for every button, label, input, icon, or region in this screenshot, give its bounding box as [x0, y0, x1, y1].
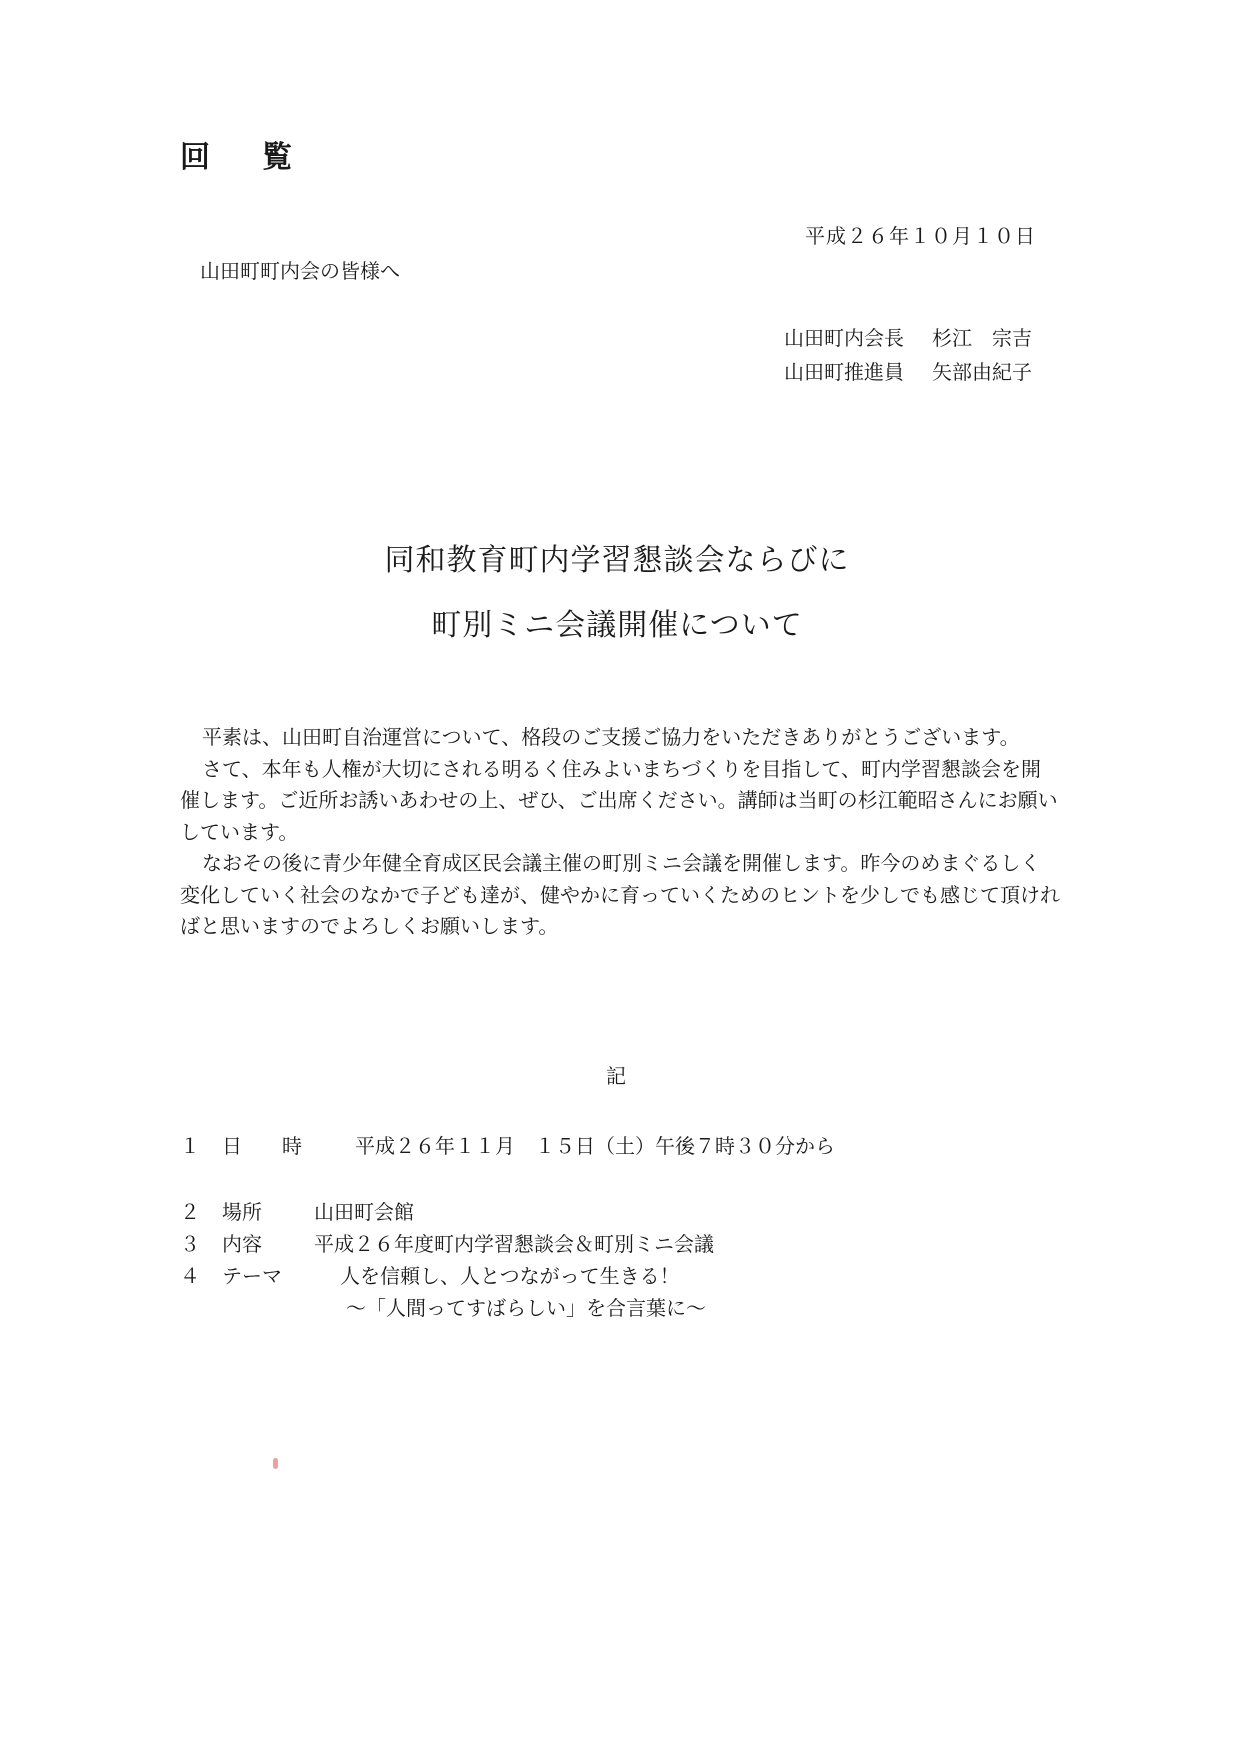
- item-number: ２: [180, 1200, 200, 1224]
- item-number: ４: [180, 1264, 200, 1288]
- title-line-2: 町別ミニ会議開催について: [431, 608, 803, 643]
- sender-role: 山田町内会長: [784, 326, 904, 350]
- item-number: ３: [180, 1232, 200, 1256]
- item-place: [180, 1196, 414, 1225]
- document-heading: 回覧: [180, 140, 344, 175]
- sender-promoter: [784, 356, 1032, 385]
- sender-name: 矢部由紀子: [932, 360, 1032, 384]
- body-paragraph: さて、本年も人権が大切にされる明るく住みよいまちづくりを目指して、町内学習懇談会を開催します。ご近所お誘いあわせの上、ぜひ、ご出席ください。講師は当町の杉江範昭さんにお願いしています。: [180, 756, 1058, 844]
- item-label: 場所: [222, 1200, 262, 1224]
- theme-subtitle: ～「人間ってすばらしい」を合言葉に～: [346, 1296, 706, 1320]
- body-paragraph: なおその後に青少年健全育成区民会議主催の町別ミニ会議を開催します。昨今のめまぐるしく変化していく社会のなかで子ども達が、健やかに育っていくためのヒントを少しでも感じて頂ければと思いますのでよろしくお願いします。: [180, 851, 1060, 938]
- item-number: １: [180, 1134, 200, 1158]
- item-value: 人を信頼し、人とつながって生きる！: [340, 1264, 680, 1288]
- body-text: [180, 722, 1060, 943]
- ki-heading: 記: [606, 1064, 626, 1088]
- addressee: 山田町町内会の皆様へ: [200, 259, 400, 283]
- item-content: [180, 1228, 714, 1257]
- item-datetime: [180, 1130, 835, 1159]
- ink-mark: [273, 1458, 278, 1469]
- title-line-1: 同和教育町内学習懇談会ならびに: [384, 543, 850, 578]
- sender-name: 杉江 宗吉: [932, 326, 1032, 350]
- item-value: 山田町会館: [314, 1200, 414, 1224]
- item-label: 内容: [222, 1232, 262, 1256]
- item-theme: [180, 1260, 680, 1289]
- sender-president: [784, 322, 1032, 351]
- sender-role: 山田町推進員: [784, 360, 904, 384]
- item-value: 平成２６年１１月 １５日（土）午後７時３０分から: [355, 1134, 835, 1158]
- item-label: 日 時: [222, 1134, 302, 1158]
- item-value: 平成２６年度町内学習懇談会＆町別ミニ会議: [314, 1232, 714, 1256]
- issue-date: 平成２６年１０月１０日: [805, 224, 1036, 248]
- body-paragraph: 平素は、山田町自治運営について、格段のご支援ご協力をいただきありがとうございます。: [202, 725, 1020, 749]
- item-label: テーマ: [222, 1264, 282, 1288]
